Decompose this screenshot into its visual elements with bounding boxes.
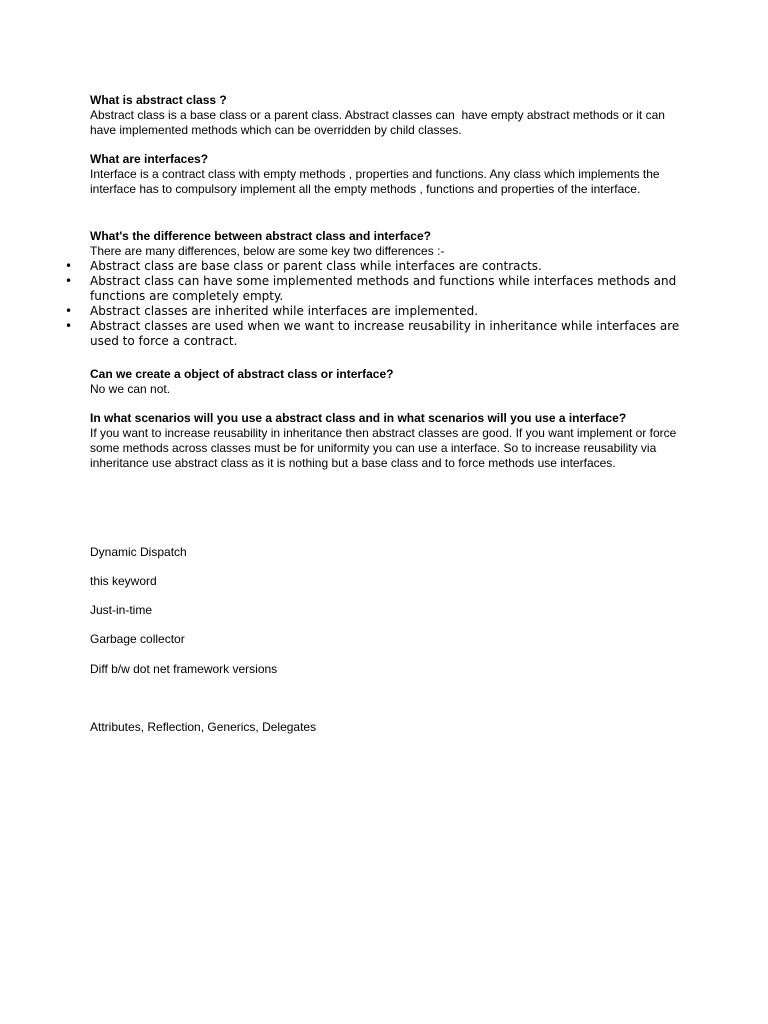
question-heading: Can we create a object of abstract class or interface? xyxy=(90,367,394,381)
answer-paragraph: Interface is a contract class with empty methods , properties and functions. Any class which implements the interface has to compulsory implement all the empty methods , functions and properties of the interface. xyxy=(90,167,663,196)
list-item-text: Abstract classes are inherited while interfaces are implemented. xyxy=(90,304,479,318)
advanced-topics-line: Attributes, Reflection, Generics, Delegates xyxy=(90,720,317,734)
list-item xyxy=(60,274,690,304)
answer-paragraph: No we can not. xyxy=(90,382,171,396)
list-item xyxy=(60,319,690,349)
question-heading: What's the difference between abstract class and interface? xyxy=(90,229,431,243)
list-item-text: Abstract class are base class or parent class while interfaces are contracts. xyxy=(90,259,542,273)
topic-line: Garbage collector xyxy=(90,632,185,646)
bullet-icon: • xyxy=(65,319,73,333)
list-item-text: Abstract classes are used when we want to increase reusability in inheritance while interfaces are used to force a contract. xyxy=(90,319,680,348)
question-heading: What are interfaces? xyxy=(90,152,209,166)
bullet-icon: • xyxy=(65,259,73,273)
topic-line: Diff b/w dot net framework versions xyxy=(90,662,278,676)
bullet-icon: • xyxy=(65,274,73,288)
answer-paragraph: If you want to increase reusability in inheritance then abstract classes are good. If you want implement or force some methods across classes must be for uniformity you can use a interface. So to increase reusability via inheritance use abstract class as it is nothing but a base class and to force methods use interfaces. xyxy=(90,426,680,470)
list-item-text: Abstract class can have some implemented methods and functions while interfaces methods and functions are completely empty. xyxy=(90,274,677,303)
bullet-icon: • xyxy=(65,304,73,318)
answer-paragraph: Abstract class is a base class or a parent class. Abstract classes can have empty abstract methods or it can have implemented methods which can be overridden by child classes. xyxy=(90,108,669,137)
answer-paragraph: There are many differences, below are some key two differences :- xyxy=(90,244,445,258)
question-heading: What is abstract class ? xyxy=(90,93,227,107)
topic-line: this keyword xyxy=(90,574,157,588)
list-item xyxy=(60,304,690,319)
differences-list xyxy=(60,259,690,349)
question-heading: In what scenarios will you use a abstract class and in what scenarios will you use a interface? xyxy=(90,411,627,425)
topic-line: Just-in-time xyxy=(90,603,153,617)
list-item xyxy=(60,259,690,274)
topic-line: Dynamic Dispatch xyxy=(90,545,187,559)
